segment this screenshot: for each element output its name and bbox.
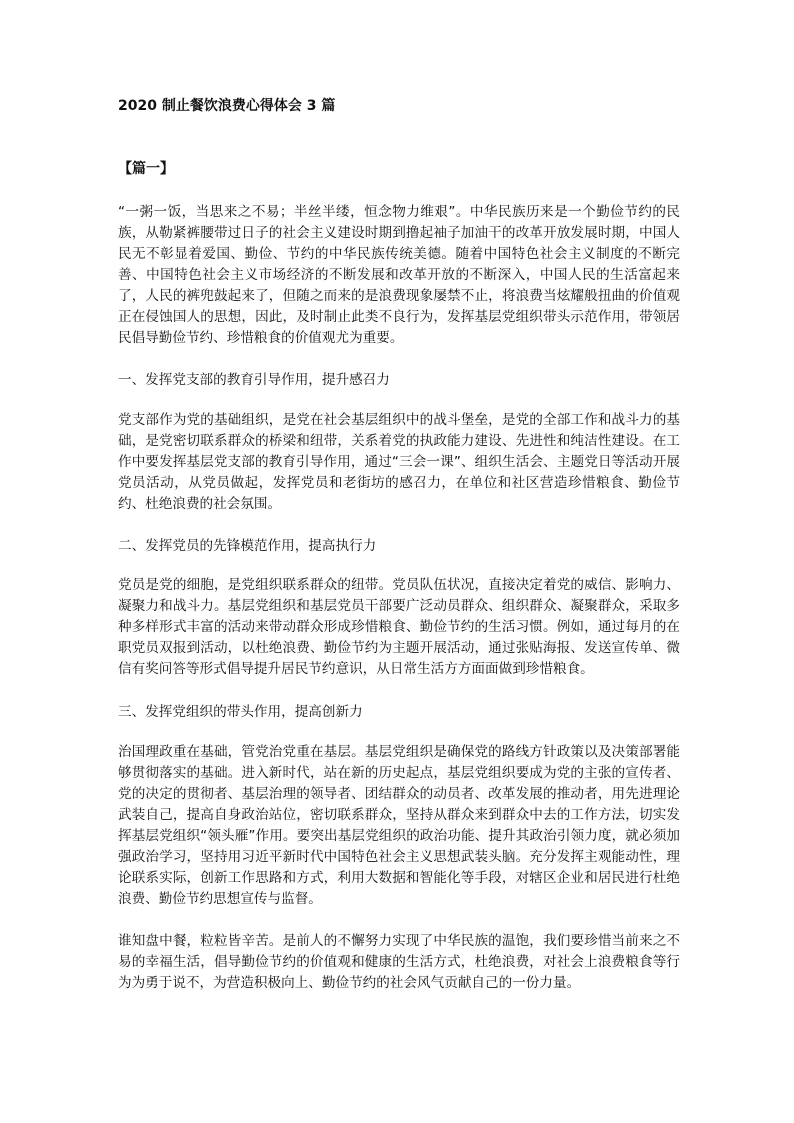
- section-body-2: 党员是党的细胞，是党组织联系群众的纽带。党员队伍状况，直接决定着党的威信、影响力、凝聚力和战斗力。基层党组织和基层党员干部要广泛动员群众、组织群众、凝聚群众，采取多种多样形式丰富的活动来带动群众形成珍惜粮食、勤俭节约的生活习惯。例如，通过每月的在职党员双报到活动，以杜绝浪费、勤俭节约为主题开展活动，通过张贴海报、发送宣传单、微信有奖问答等形式倡导提升居民节约意识，从日常生活方方面面做到珍惜粮食。: [118, 577, 680, 677]
- document-title: 2020 制止餐饮浪费心得体会 3 篇: [118, 98, 336, 114]
- intro-paragraph: “一粥一饭，当思来之不易；半丝半缕，恒念物力维艰”。中华民族历来是一个勤俭节约的民族，从勒紧裤腰带过日子的社会主义建设时期到撸起袖子加油干的改革开放发展时期，中国人民无不彰显着爱国、勤俭、节约的中华民族传统美德。随着中国特色社会主义制度的不断完善、中国特色社会主义市场经济的不断发展和改革开放的不断深入，中国人民的生活富起来了，人民的裤兜鼓起来了，但随之而来的是浪费现象屡禁不止，将浪费当炫耀般扭曲的价值观正在侵蚀国人的思想，因此，及时制止此类不良行为，发挥基层党组织带头示范作用，带领居民倡导勤俭节约、珍惜粮食的价值观尤为重要。: [118, 204, 680, 346]
- section-heading-2: 二、发挥党员的先锋模范作用，提高执行力: [118, 538, 377, 554]
- section-heading-1: 一、发挥党支部的教育引导作用，提升感召力: [118, 372, 390, 388]
- closing-paragraph: 谁知盘中餐，粒粒皆辛苦。是前人的不懈努力实现了中华民族的温饱，我们要珍惜当前来之不易的幸福生活，倡导勤俭节约的价值观和健康的生活方式，杜绝浪费，对社会上浪费粮食等行为为勇于说不，为营造积极向上、勤俭节约的社会风气贡献自己的一份力量。: [118, 933, 680, 991]
- section-heading-3: 三、发挥党组织的带头作用，提高创新力: [118, 704, 363, 720]
- part-heading: 【篇一】: [118, 161, 174, 177]
- section-body-1: 党支部作为党的基础组织，是党在社会基层组织中的战斗堡垒，是党的全部工作和战斗力的基础，是党密切联系群众的桥梁和纽带，关系着党的执政能力建设、先进性和纯洁性建设。在工作中要发挥基层党支部的教育引导作用，通过“三会一课”、组织生活会、主题党日等活动开展党员活动，从党员做起，发挥党员和老街坊的感召力，在单位和社区营造珍惜粮食、勤俭节约、杜绝浪费的社会氛围。: [118, 412, 680, 512]
- section-body-3: 治国理政重在基础，管党治党重在基层。基层党组织是确保党的路线方针政策以及决策部署能够贯彻落实的基础。进入新时代，站在新的历史起点，基层党组织要成为党的主张的宣传者、党的决定的贯彻者、基层治理的领导者、团结群众的动员者、改革发展的推动者，用先进理论武装自己，提高自身政治站位，密切联系群众，坚持从群众来到群众中去的工作方法，切实发挥基层党组织“领头雁”作用。要突出基层党组织的政治功能、提升其政治引领力度，就必须加强政治学习，坚持用习近平新时代中国特色社会主义思想武装头脑。充分发挥主观能动性，理论联系实际，创新工作思路和方式，利用大数据和智能化等手段，对辖区企业和居民进行杜绝浪费、勤俭节约思想宣传与监督。: [118, 744, 680, 907]
